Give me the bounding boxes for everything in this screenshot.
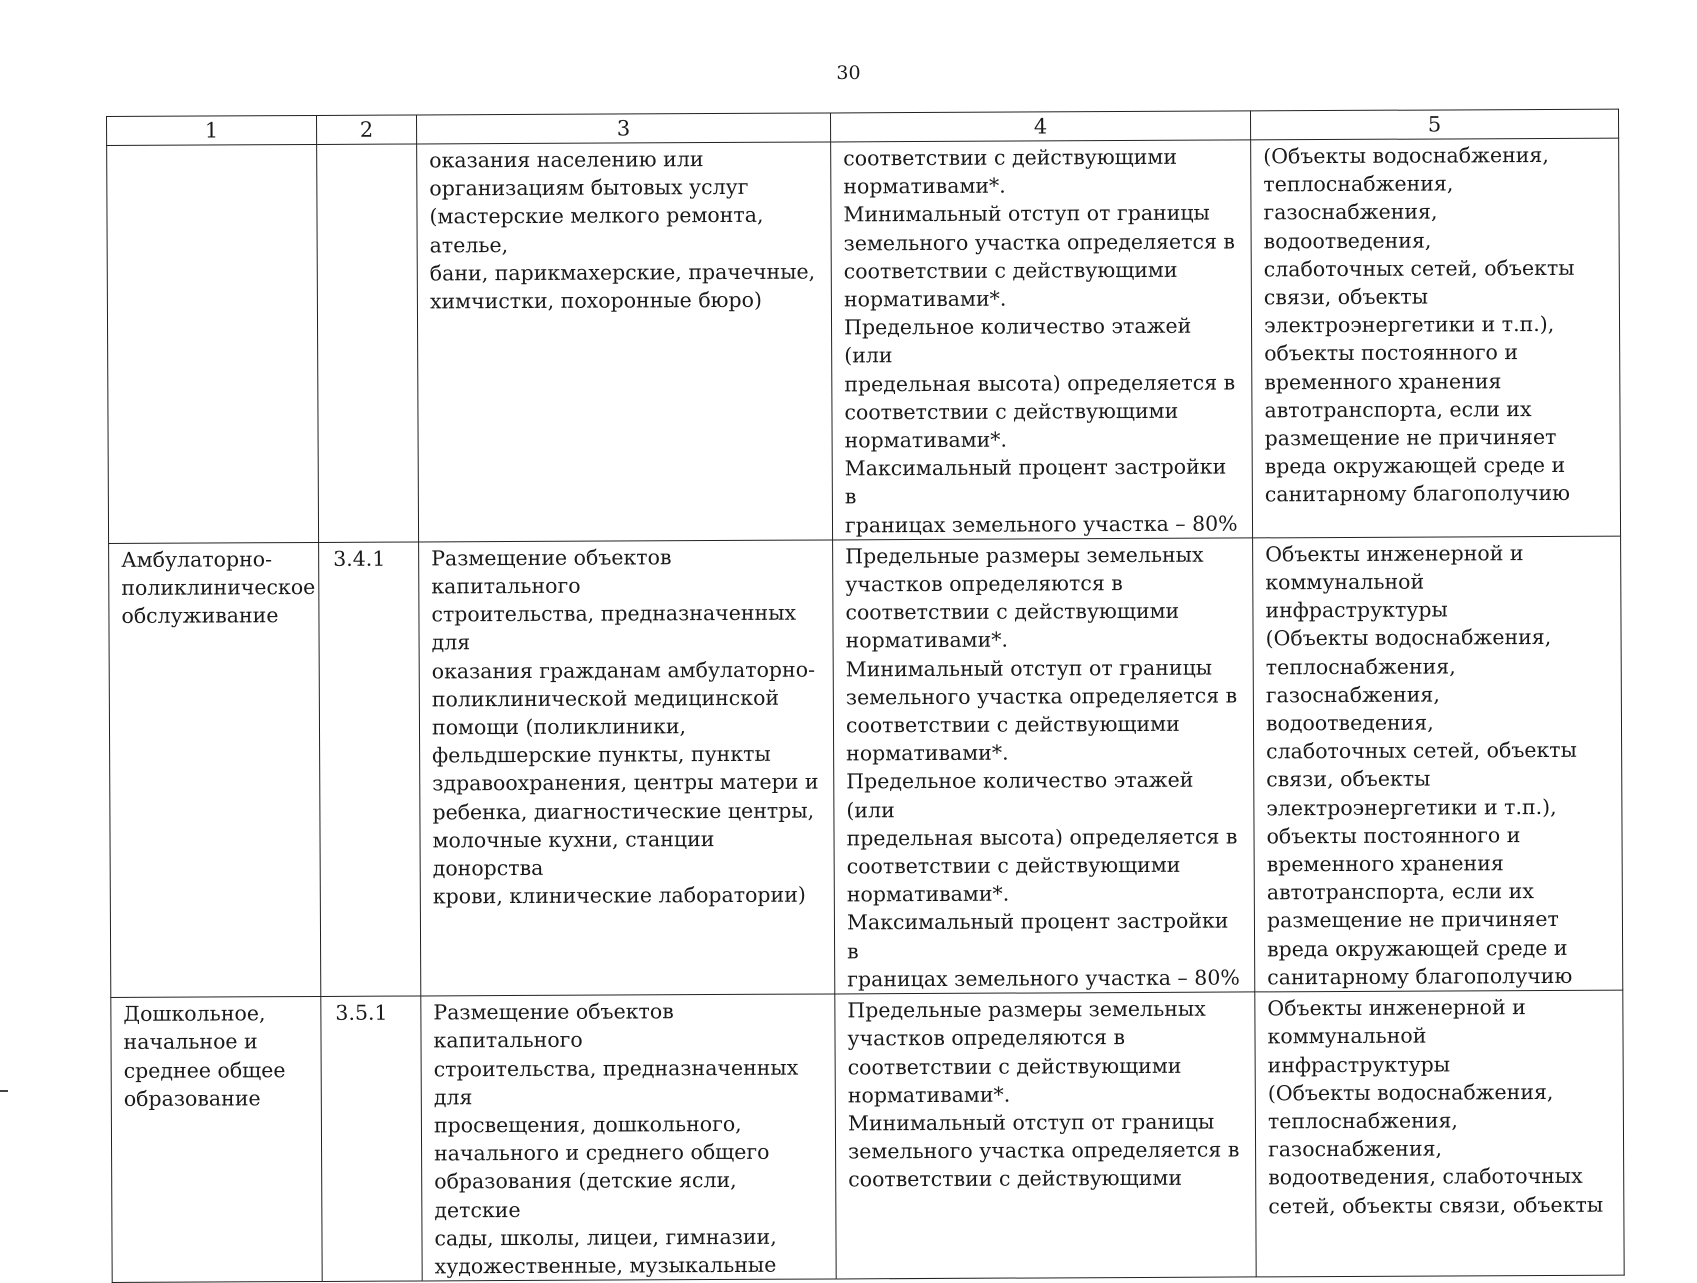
use-code-text: 3.4.1 — [333, 546, 386, 571]
cell-parameters — [831, 140, 1253, 540]
auxiliary-uses-text: Объекты инженерной и коммунальной инфраструктуры (Объекты водоснабжения, теплоснабжения, газоснабжения, водоотведения, слаботочных сетей, объекты связи, объекты — [1267, 995, 1604, 1218]
cell-use-description — [421, 994, 836, 1281]
parameters-text: Предельные размеры земельных участков определяются в соответствии с действующими нормативами*. Минимальный отступ от границы земельного участка определяется в соответствии с действующими — [847, 996, 1240, 1192]
scan-margin-mark — [0, 1090, 8, 1092]
cell-use-name — [111, 997, 322, 1283]
column-header-5: 5 — [1250, 109, 1618, 140]
parameters-text: Предельные размеры земельных участков определяются в соответствии с действующими нормативами*. Минимальный отступ от границы земельного участка определяется в соответствии с действующими нормативами*. Предельное количество этажей (или предельная высота) определяется в соответствии с действующими нормативами*. Максимальный процент застройки в границах земельного участка – 80% — [845, 542, 1240, 992]
table-row — [109, 536, 1623, 998]
auxiliary-uses-text: (Объекты водоснабжения, теплоснабжения, газоснабжения, водоотведения, слаботочных сетей, объекты связи, объекты электроэнергетики и т.п.), объекты постоянного и временного хранения автотранспорта, если их размещение не причиняет вреда окружающей среде и санитарному благополучию — [1263, 142, 1575, 507]
cell-parameters — [835, 992, 1256, 1279]
cell-use-description — [417, 142, 833, 542]
auxiliary-uses-text: Объекты инженерной и коммунальной инфраструктуры (Объекты водоснабжения, теплоснабжения, газоснабжения, водоотведения, слаботочных сетей, объекты связи, объекты электроэнергетики и т.п.), объекты постоянного и временного хранения автотранспорта, если их размещение не причиняет вреда окружающей среде и санитарному благополучию — [1265, 540, 1578, 990]
use-name-text: Амбулаторно- поликлиническое обслуживание — [121, 547, 316, 629]
cell-use-name — [107, 144, 319, 543]
cell-auxiliary-uses — [1253, 536, 1623, 992]
use-name-text: Дошкольное, начальное и среднее общее образование — [123, 1001, 286, 1111]
parameters-text: соответствии с действующими нормативами*. Минимальный отступ от границы земельного участка определяется в соответствии с действующими нормативами*. Предельное количество этажей (или предельная высота) определяется в соответствии с действующими нормативами*. Максимальный процент застройки в границах земельного участка – 80% — [843, 144, 1238, 538]
column-header-4: 4 — [830, 111, 1250, 142]
column-header-2: 2 — [316, 115, 416, 144]
cell-parameters — [833, 538, 1255, 994]
cell-auxiliary-uses — [1251, 138, 1621, 538]
cell-use-code — [317, 144, 419, 542]
column-header-1: 1 — [107, 115, 317, 145]
table-row — [107, 138, 1621, 543]
cell-use-name — [109, 542, 321, 997]
cell-use-code — [321, 996, 422, 1282]
cell-use-code — [319, 542, 421, 997]
use-description-text: Размещение объектов капитального строительства, предназначенных для оказания гражданам амбулаторно- поликлинической медицинской помощи (поликлиники, фельдшерские пункты, пункты здравоохранения, центры матери и ребенка, диагностические центры, молочные кухни, станции донорства крови, клинические лаборатории) — [431, 545, 819, 909]
cell-use-description — [419, 540, 835, 996]
zoning-table — [106, 109, 1625, 1283]
table-row — [111, 990, 1624, 1282]
use-name-text — [107, 145, 316, 148]
use-description-text: оказания населению или организациям бытовых услуг (мастерские мелкого ремонта, ателье, бани, парикмахерские, прачечные, химчистки, похоронные бюро) — [429, 147, 816, 314]
use-code-text — [317, 144, 416, 146]
page-number: 30 — [836, 62, 861, 84]
use-description-text: Размещение объектов капитального строительства, предназначенных для просвещения, дошкольного, начального и среднего общего образования (детские ясли, детские сады, школы, лицеи, гимназии, художественные, музыкальные — [433, 999, 799, 1279]
use-code-text: 3.5.1 — [335, 1000, 388, 1025]
column-header-3: 3 — [416, 113, 830, 144]
cell-auxiliary-uses — [1255, 990, 1624, 1277]
